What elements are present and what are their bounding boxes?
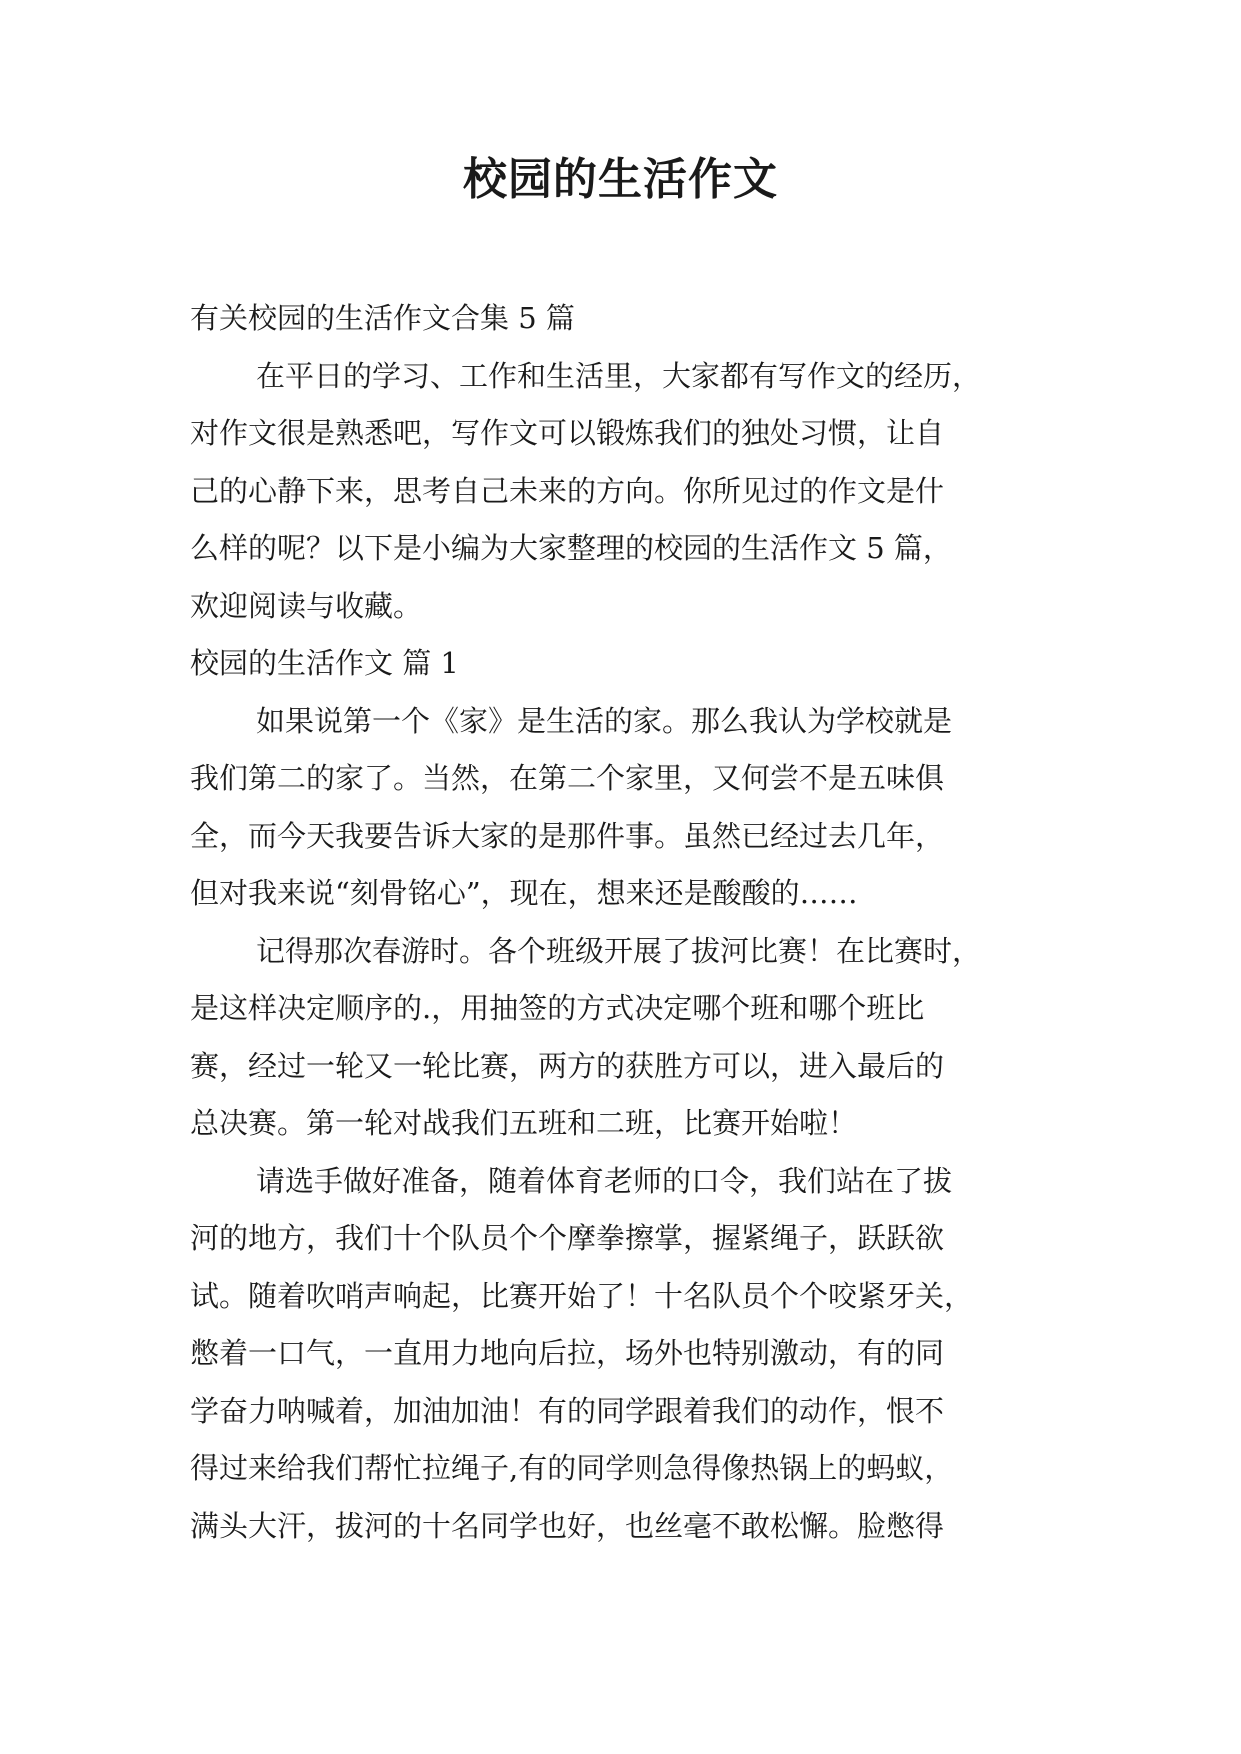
text-line: 河的地方，我们十个队员个个摩拳擦掌，握紧绳子，跃跃欲 <box>190 1221 945 1255</box>
text-line: 己的心静下来，思考自己未来的方向。你所见过的作文是什 <box>190 473 945 508</box>
paragraph-3 <box>190 1153 1060 1556</box>
section-heading: 校园的生活作文 篇 1 <box>190 646 459 680</box>
paragraph-2 <box>190 923 1060 1153</box>
intro-paragraph <box>190 348 1060 636</box>
document-body <box>190 290 1060 1555</box>
text-line: 憋着一口气，一直用力地向后拉，场外也特别激动，有的同 <box>190 1336 945 1370</box>
text-line: 请选手做好准备，随着体育老师的口令，我们站在了拔 <box>256 1163 953 1198</box>
text-line: 记得那次春游时。各个班级开展了拔河比赛！在比赛时， <box>256 933 982 968</box>
text-line: 试。随着吹哨声响起，比赛开始了！十名队员个个咬紧牙关， <box>190 1278 974 1313</box>
text-line: 总决赛。第一轮对战我们五班和二班，比赛开始啦！ <box>190 1106 858 1140</box>
text-line: 是这样决定顺序的.，用抽签的方式决定哪个班和哪个班比 <box>190 991 925 1025</box>
text-line: 我们第二的家了。当然，在第二个家里，又何尝不是五味俱 <box>190 761 945 795</box>
text-line: 欢迎阅读与收藏。 <box>190 588 423 623</box>
text-line: 么样的呢？以下是小编为大家整理的校园的生活作文 5 篇， <box>190 531 952 565</box>
paragraph-1 <box>190 693 1060 923</box>
document-title: 校园的生活作文 <box>463 154 778 205</box>
text-line: 赛，经过一轮又一轮比赛，两方的获胜方可以，进入最后的 <box>190 1048 945 1083</box>
text-line: 但对我来说“刻骨铭心”，现在，想来还是酸酸的…… <box>190 876 858 910</box>
text-line: 如果说第一个《家》是生活的家。那么我认为学校就是 <box>256 703 953 738</box>
text-line: 学奋力呐喊着，加油加油！有的同学跟着我们的动作，恨不 <box>190 1393 945 1428</box>
text-line: 满头大汗，拔河的十名同学也好，也丝毫不敢松懈。脸憋得 <box>190 1508 945 1543</box>
text-line: 全，而今天我要告诉大家的是那件事。虽然已经过去几年， <box>190 818 945 853</box>
subtitle: 有关校园的生活作文合集 5 篇 <box>190 301 575 335</box>
text-line: 对作文很是熟悉吧，写作文可以锻炼我们的独处习惯，让自 <box>190 416 945 450</box>
text-line: 在平日的学习、工作和生活里，大家都有写作文的经历， <box>256 358 982 393</box>
text-line: 得过来给我们帮忙拉绳子,有的同学则急得像热锅上的蚂蚁， <box>190 1451 954 1485</box>
